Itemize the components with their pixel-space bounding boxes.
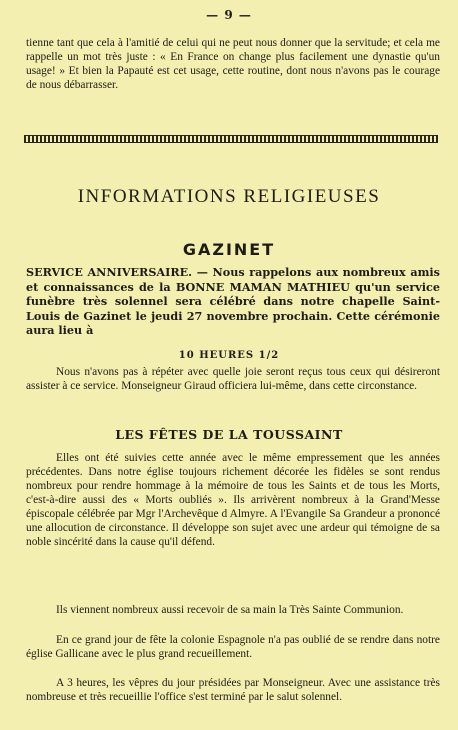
toussaint-heading: LES FÊTES DE LA TOUSSAINT bbox=[115, 427, 343, 442]
service-hour: 10 HEURES 1/2 bbox=[178, 350, 280, 361]
intro-paragraph: tienne tant que cela à l'amitié de celui qui ne peut nous donner que la servitude; et cela me rappelle un mot très juste : « En France on change plus facilement une dynastie qu'un usage! » Et bien la Papauté est cet usage, cette routine, dont nous n'avons pas le courage de nous débarrasser. bbox=[26, 37, 440, 91]
section-title: INFORMATIONS RELIGIEUSES bbox=[77, 186, 381, 207]
service-paragraph: SERVICE ANNIVERSAIRE. — Nous rappelons aux nombreux amis et connaissances de la BONNE MAMAN MATHIEU qu'un service funèbre très solennel sera célébré dans notre chapelle Saint-Louis de Gazinet le jeudi 27 novembre prochain. Cette cérémonie aura lieu à bbox=[26, 265, 440, 337]
service-follow-paragraph: Nous n'avons pas à répéter avec quelle joie seront reçus tous ceux qui désireront assister à ce service. Monseigneur Giraud officiera lui-même, dans cette circonstance. bbox=[26, 366, 440, 392]
toussaint-paragraph: A 3 heures, les vêpres du jour présidées par Monseigneur. Avec une assistance très nombreuse et très recueillie l'office s'est terminé par le salut solennel. bbox=[26, 677, 440, 703]
place-heading: GAZINET bbox=[182, 240, 276, 259]
toussaint-paragraph: Ils viennent nombreux aussi recevoir de sa main la Très Sainte Communion. bbox=[56, 604, 404, 616]
ornamental-divider bbox=[24, 135, 438, 143]
page-number: — 9 — bbox=[206, 8, 252, 22]
toussaint-paragraph: En ce grand jour de fête la colonie Espagnole n'a pas oublié de se rendre dans notre église Gallicane avec le plus grand recueillement. bbox=[26, 634, 440, 660]
toussaint-paragraph: Elles ont été suivies cette année avec le même empressement que les années précédentes. Dans notre église toujours richement décorée les fidèles se sont rendus nombreux pour rendre hommage à la mémoire de tous les Saints et de tous les Morts, c'est-à-dire aussi des « Morts oubliés ». Ils arrivèrent nombreux à la Grand'Messe épiscopale célébrée par Mgr l'Archevêque d Almyre. A l'Evangile Sa Grandeur a prononcé une allocution de circonstance. Il développe son sujet avec une ardeur qui témoigne de sa noble sincérité dans la cause qu'il défend. bbox=[26, 452, 440, 548]
